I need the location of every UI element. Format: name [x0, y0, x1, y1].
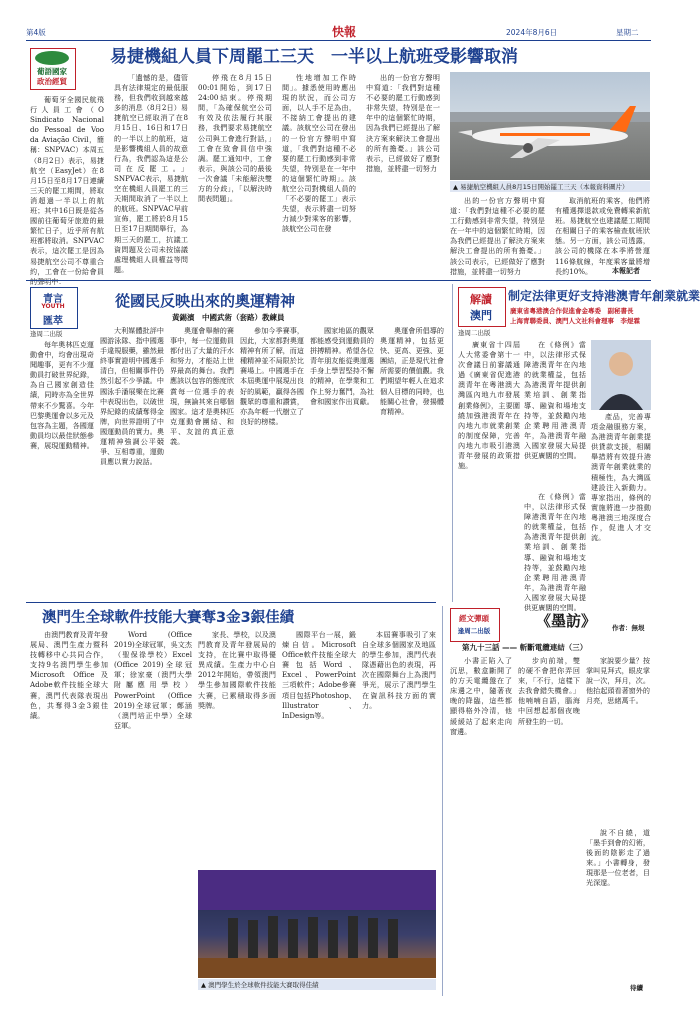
issue-date: 2024年8月6日 — [506, 28, 558, 37]
divider-top — [26, 280, 651, 281]
easyjet-aircraft-photo — [450, 72, 650, 180]
badge-interpret-line2: 澳門 — [470, 309, 492, 322]
article3-subhead-2: 上海青聯委員、澳門人文社科會理事 李煜霖 — [510, 317, 640, 325]
article4-col1: 小書正陷入了沉思，數盒斷開了的方天電纜盤在了床邊之中，隨著夜晚的降臨，這些都顯得格外冷清，他緩緩站了起來走向窗邊。 — [450, 656, 512, 736]
article5-col1: 由澳門教育及青年發展局、澳門生產力暨科技轉移中心共同合作，支持9名澳門學生參加Microsoft Office及Adobe軟件技能全球大賽，澳門代表隊表現出色，共奪得3金3銀佳績。 — [30, 630, 108, 720]
article2-col4: 參加今季賽事，因此，大家都對奧運精神有所了解，而這種精神並不局限於比賽場上。中國選手在本屆奧運中展現出良好的風範，贏得各國觀眾的尊重和讚賞，亦為年輕一代樹立了良好的榜樣。 — [240, 326, 304, 426]
badge-serial-line2: 逢周二出版 — [457, 627, 491, 635]
article2-col5: 國家地區的觀眾都能感受到運動員的拼搏精神。希望各位青年朋友能從奧運選手身上學習堅持不懈的精神，在學業和工作上努力奮鬥，為社會和國家作出貢獻。 — [310, 326, 374, 406]
article5-col5: 本屆賽事吸引了來自全球多個國家及地區的學生參加，澳門代表隊憑藉出色的表現，再次在國際舞台上為澳門爭光，展示了澳門學生在資訊科技方面的實力。 — [362, 630, 436, 710]
person-icon — [591, 340, 651, 410]
award-ceremony-photo — [198, 870, 436, 978]
serial-chapter: 第九十三話 —— 斬斷電纜連結（三） — [462, 643, 588, 652]
badge-line-2: 政治經貿 — [37, 77, 67, 86]
stage-illustration — [198, 870, 436, 978]
article1-col2: 「遺憾的是，儘管具有法律規定的最低服務，但我們收到越來越多的消息（8月2日）易捷航空已經取消了在8月15日、16日和17日的一半以上的航班，這是影響機組人員的故意行為，我們認為這是公司在反罷工。」SNPVAC表示，易捷航空在機組人員罷工的三天期間取消了一半以上的航班。SNPVAC早前宣佈，罷工將於8月15日至17日期間舉行，為期三天的罷工，抗議工資問題及公司未按協議處理機組人員權益等問題。 — [114, 73, 188, 274]
article1-col6a: 出的一份官方聲明中寫道：「我們對這種不必要的罷工行動感到非常失望，特別是在一年中的這個繁忙時期，因為我們已經提出了解決方案來解決工會提出的所有擔憂。」該公司表示，已經做好了應對措施，並將盡一切努力 — [450, 196, 545, 276]
article5-col3: 家長、學校，以及澳門教育及青年發展局的支持，在比賽中取得優異成績。生產力中心自2012年開始，帶領澳門學生參加國際軟件技能大賽，已累積取得多面獎牌。 — [198, 630, 276, 710]
badge-interpret-line1: 解讀 — [470, 293, 492, 306]
article2-col2: 大利媒體批評中國游泳隊、指中國選手違規服藥，雖然最終事實證明中國選手清白，但相關事件仍然引起不少爭議。中國泳手潘展樂在比賽中表現出色，以破世界紀錄的成績奪得金牌，向世界證明了中國運動員的實力。奧運精神強調公平競爭、互相尊重，運動員應以實力說話。 — [100, 326, 164, 467]
page-number: 第4版 — [26, 28, 46, 37]
article2-col6: 奧運會所倡導的奧運精神，包括更快、更高、更強、更團結，正是現代社會所需要的價值觀。我們期望年輕人在追求個人目標的同時，也能關心社會，發揚體育精神。 — [380, 326, 444, 416]
article5-col2: Word (Office 2019)全球冠軍，吳文杰（聖保祿學校）Excel (Office 2019)全球冠軍；徐家豪（澳門大學附屬應用學校）PowerPoint (Office 2019)全球冠軍；鄭涵（澳門培正中學）全球亞軍。 — [114, 630, 192, 730]
article3-col3: 產品，完善專項金融服務方案，為港澳青年創業提供貸款支援，相關舉措將有效提升港澳青年創業就業的積極性，為大灣區建設注入新動力。專家指出，條例的實施將進一步推動粵港澳三地深度合作，促進人才交流。 — [591, 412, 651, 543]
article1-col5: 出的一份官方聲明中寫道：「我們對這種不必要的罷工行動感到非常失望，特別是在一年中的這個繁忙時期，因為我們已經提出了解決方案來解決工會提出的所有擔憂。」該公司表示，已經做好了應對措施，並將盡一切努力 — [366, 73, 440, 173]
serial-byline: 待續 — [630, 984, 643, 992]
badge-serial-line1: 經文彈頭 — [459, 614, 489, 623]
page-header — [26, 26, 651, 41]
issue-weekday: 星期二 — [616, 28, 639, 37]
article1-byline: 本報記者 — [612, 267, 640, 275]
article4-col4: 說不自繞，道「墨手到會的幻術，後面的陰影走了過來。」小書轉身，發現那是一位老者，目光深邃。 — [586, 828, 650, 888]
divider-vertical-1 — [452, 284, 453, 602]
section-badge-interpret — [458, 287, 506, 327]
article5-col4: 國際平台一展，鍛煉自信。Microsoft Office軟件技能全球大賽包括Word、Excel、PowerPoint三項軟件；Adobe參賽項目包括Photoshop、Illustrator、InDesign等。 — [282, 630, 356, 720]
article3-issue-note: 逢周二出版 — [458, 329, 491, 337]
headline-easyjet: 易捷機組人員下周罷工三天 一半以上航班受影響取消 — [110, 47, 518, 67]
article1-col3: 停飛在8月15日00:01開始，到17日24:00結束。停飛期間，「為確保航空公司有效及依法履行其服務，我們要求易捷航空公司與工會進行對話，」工會在致會員信中強調。罷工通知中，工會表示，與該公司的最後一次會議「未能解決雙方的分歧」，「以解決時間表問題」。 — [198, 73, 272, 204]
article3-col2b: 在《條例》當中，以法律形式保障港澳青年在內地的就業權益，包括為港澳青年提供創業培訓、創業指導、融資和場地支持等，並鼓勵內地企業聘用港澳青年，為港澳青年融入國家發展大局提供更廣闊的空間。 — [524, 492, 586, 613]
article2-col1: 每年奧林匹克運動會中，均會出現奇聞趣事，更有不少運動員打破世界紀錄，為自己國家創造佳績，同時亦為全世界帶來不少驚喜。今年巴黎奧運會以多元及包容為主題，各國運動員均以最佳狀態參賽，展現運動精神。 — [30, 340, 94, 450]
badge-line-1: 葡語國家 — [37, 67, 67, 76]
newspaper-logo: 快報 — [332, 25, 357, 39]
badge-youth-line2: 匯萃 — [43, 316, 63, 327]
article2-issue-note: 逢周二出版 — [30, 330, 63, 338]
easyjet-photo-caption: ▲ 易捷航空機組人員8月15日開始罷工三天（本報資料圖片） — [450, 181, 650, 192]
article4-col3: 家說要少量？按掌叫見拜式，眼皮掌說一次，拜月，次。他抬起頭看著窗外的月亮，思緒萬千。 — [586, 656, 650, 706]
article4-col2: 步向前端，雙的硬不會把你弄回來，「不行，這樣下去我會錯失機會。」他喃喃自語，腦海中回想起那個夜晚所發生的一切。 — [518, 656, 580, 726]
section-badge-youth — [30, 287, 78, 329]
serial-author: 作者：無垠 — [612, 624, 645, 632]
section-badge-serial — [450, 608, 500, 642]
article1-col4: 性地增加工作時間」。據悉使用時應出現的狀況，而公司方面，以人手不足為由，不接納工會提出的建議。該航空公司在發出的一份官方聲明中寫道，「我們對這種不必要的罷工行動感到非常失望，特別是在一年中的這個繁忙時期」。該航空公司對機組人員的「不必要的罷工」表示失望，表示將盡一切努力減少對乘客的影響，該航空公司在發 — [282, 73, 356, 234]
article3-col2: 在《條例》當中，以法律形式保障港澳青年在內地的就業權益，包括為港澳青年提供創業培訓、創業指導、融資和場地支持等，並鼓勵內地企業聘用港澳青年，為港澳青年融入國家發展大局提供更廣闊的空間。 — [524, 340, 586, 461]
article1-col1: 葡萄牙全國民航飛行人員工會（O Sindicato Nacional do Pessoal de Voo da Aviação Civil，簡稱：SNPVAC）本周五（8月2日）表示，易捷航空（EasyJet）在8月15日至8月17日連續三天的罷工期間，將取消超過一半以上的航班；其中16日既是從各國前往葡萄牙旅遊的最繁忙日子，近乎所有航班都將取消。SNPVAC表示，這次罷工是因為易捷航空公司不尊重合約，工會在一份給會員的聲明中： — [30, 95, 104, 286]
article3-subhead-1: 廣東省粵港澳合作促進會金專委 副秘書長 — [510, 307, 634, 315]
serial-title: 《墨訪》 — [536, 612, 597, 630]
headline-youth-law: 制定法律更好支持港澳青年創業就業 — [508, 289, 700, 303]
badge-youth-en: YOUTH — [41, 303, 65, 310]
globe-icon — [35, 51, 69, 65]
award-photo-caption: ▲ 澳門學生於全球軟件技能大賽取得佳績 — [198, 979, 436, 990]
article2-col3: 奧運會舉辦的賽事中，每一位運動員都付出了大量的汗水和努力，才能站上世界最高的舞台。我們應該以包容的態度欣賞每一位選手的表現，無論其來自哪個國家。這才是奧林匹克運動會團結、和平、友誼的真正意義。 — [170, 326, 234, 447]
article1-col6b: 取消航班的乘客，他們將有權選擇退款或免費轉乘新航班。易捷航空也建議罷工期間在相關日子的乘客檢查航班狀態。另一方面，該公司透露，該公司的機隊在本季將營運116條航線，年度乘客量將增長約10%。 — [555, 196, 650, 276]
headline-olympic: 從國民反映出來的奧運精神 — [115, 292, 296, 310]
divider-vertical-2 — [442, 606, 443, 996]
section-badge-lusophone — [30, 48, 76, 90]
aircraft-illustration — [450, 72, 650, 180]
divider-mid-left — [26, 602, 436, 603]
article2-author: 黃錫濱 中國武術（套路）教練員 — [172, 313, 285, 322]
article3-col1: 廣東省十四屆人大常委會第十一次會議日前審議通過《廣東省促進港澳青年在粵港澳大灣區內地九市發展創業條例》，主要圍繞加強港澳青年在內地九市就業創業的制度保障，完善內地九市吸引港澳青年發展的政策措施。 — [458, 340, 520, 471]
headline-software-contest: 澳門生全球軟件技能大賽奪3金3銀佳績 — [42, 610, 295, 626]
badge-youth-line1: 青言 — [43, 294, 63, 305]
author-portrait-photo — [591, 340, 651, 410]
